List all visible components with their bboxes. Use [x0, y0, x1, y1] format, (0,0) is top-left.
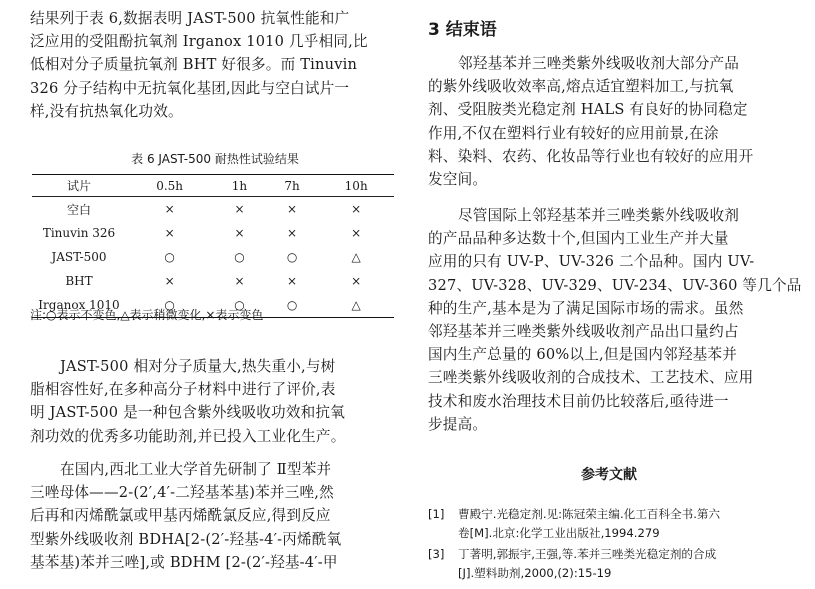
- table-cell: JAST-500: [51, 250, 107, 264]
- table-cell: ×: [234, 226, 245, 240]
- table-cell: 空白: [66, 202, 91, 217]
- table-cell: Tinuvin 326: [42, 226, 116, 240]
- table-cell: ×: [351, 274, 362, 288]
- table-cell: ○: [213, 293, 266, 318]
- table-cell: ×: [287, 202, 298, 216]
- table-cell: ×: [164, 202, 175, 216]
- text-line: JAST-500 相对分子质量大,热失重小,与树: [60, 358, 336, 375]
- table-cell: △: [351, 250, 361, 264]
- table-cell: ×: [287, 274, 298, 288]
- text-line: 三唑类紫外线吸收剂的合成技术、工艺技术、应用: [428, 369, 754, 387]
- left-paragraph-2: [30, 355, 400, 448]
- text-line: 国内生产总量的 60%以上,但是国内邻羟基苯并: [428, 346, 738, 364]
- text-line: 邻羟基苯并三唑类紫外线吸收剂产品出口量约占: [428, 323, 739, 341]
- reference-number: [1]: [428, 507, 445, 521]
- text-line: 明 JAST-500 是一种包含紫外线吸收功效和抗氧: [30, 404, 346, 422]
- text-line: 的紫外线吸收效率高,熔点适宜塑料加工,与抗氧: [428, 78, 734, 96]
- table-cell: ×: [164, 274, 175, 288]
- table-cell: ○: [266, 293, 319, 318]
- text-line: 基苯基)苯并三唑],或 BDHM [2-(2′-羟基-4′-甲: [30, 553, 338, 571]
- table-cell: ×: [234, 202, 245, 216]
- text-line: 种的生产,基本是为了满足国际市场的需求。虽然: [428, 299, 744, 317]
- text-line: 技术和废水治理技术目前仍比较落后,亟待进一: [428, 392, 729, 410]
- reference-line: 曹殿宁.光稳定剂.见:陈冠荣主编.化工百科全书.第六: [458, 507, 721, 521]
- text-line: 剂功效的优秀多功能助剂,并已投入工业化生产。: [30, 427, 346, 445]
- table-cell: △: [318, 293, 394, 318]
- reference-line: 卷[M].北京:化学工业出版社,1994.279: [458, 526, 660, 540]
- right-paragraph-2: [428, 204, 802, 436]
- table-cell: ×: [164, 226, 175, 240]
- table-header-cell: 1h: [213, 175, 266, 197]
- section-title: 3 结束语: [428, 20, 497, 40]
- text-line: 327、UV-328、UV-329、UV-234、UV-360 等几个品: [428, 276, 802, 294]
- text-line: 发空间。: [428, 171, 488, 189]
- table-cell: ×: [351, 226, 362, 240]
- reference-item: [428, 505, 790, 543]
- table-cell: BHT: [65, 274, 93, 288]
- table-row: [32, 269, 394, 293]
- text-line: 步提高。: [428, 415, 488, 433]
- reference-number: [3]: [428, 547, 445, 561]
- text-line: 326 分子结构中无抗氧化基团,因此与空白试片一: [30, 79, 350, 97]
- reference-line: 丁著明,郭振宇,王强,等.苯并三唑类光稳定剂的合成: [458, 547, 717, 561]
- table-cell: ×: [234, 274, 245, 288]
- table-cell: ○: [234, 250, 245, 264]
- table-caption: 表 6 JAST-500 耐热性试验结果: [131, 152, 299, 166]
- text-line: 低相对分子质量抗氧剂 BHT 好很多。而 Tinuvin: [30, 56, 358, 74]
- text-line: 应用的只有 UV-P、UV-326 二个品种。国内 UV-: [428, 253, 755, 271]
- text-line: 料、染料、农药、化妆品等行业也有较好的应用开: [428, 147, 754, 165]
- table-cell: Irganox 1010: [32, 293, 126, 318]
- text-line: 的产品品种多达数十个,但国内工业生产并大量: [428, 230, 729, 248]
- table-header-cell: 试片: [32, 175, 126, 197]
- table-cell: ○: [286, 250, 298, 264]
- text-line: 剂、受阻胺类光稳定剂 HALS 有良好的协同稳定: [428, 101, 748, 119]
- heat-resistance-table: [32, 174, 394, 318]
- text-line: 尽管国际上邻羟基苯并三唑类紫外线吸收剂: [458, 207, 740, 224]
- text-line: 邻羟基苯并三唑类紫外线吸收剂大部分产品: [458, 55, 740, 72]
- table-cell: ×: [287, 226, 298, 240]
- references-title: 参考文献: [581, 467, 637, 483]
- table-header-cell: 7h: [266, 175, 319, 197]
- table-note: 注:○表示不变色,△表示稍微变化,×表示变色: [30, 308, 264, 322]
- table-header-row: [32, 175, 394, 197]
- left-paragraph-3: [30, 458, 400, 574]
- table-cell: ○: [164, 250, 175, 264]
- right-paragraph-1: [428, 52, 790, 191]
- text-line: 在国内,西北工业大学首先研制了 Ⅱ型苯并: [60, 461, 332, 478]
- table-cell: ×: [351, 202, 362, 216]
- table-cell: ○: [126, 293, 213, 318]
- reference-item: [428, 545, 790, 583]
- references-list: [428, 505, 790, 585]
- table-row: [32, 245, 394, 269]
- table-header-cell: 0.5h: [126, 175, 213, 197]
- table-row: [32, 197, 394, 222]
- text-line: 三唑母体——2-(2′,4′-二羟基苯基)苯并三唑,然: [30, 484, 334, 502]
- text-line: 作用,不仅在塑料行业有较好的应用前景,在涂: [428, 124, 719, 142]
- text-line: 后再和丙烯酰氯或甲基丙烯酰氯反应,得到反应: [30, 507, 331, 525]
- text-line: 脂相容性好,在多种高分子材料中进行了评价,表: [30, 381, 336, 399]
- text-line: 结果列于表 6,数据表明 JAST-500 抗氧性能和广: [30, 10, 350, 27]
- reference-line: [J].塑料助剂,2000,(2):15-19: [458, 566, 612, 580]
- table-header-cell: 10h: [318, 175, 394, 197]
- left-paragraph-1: [30, 7, 400, 123]
- text-line: 样,没有抗热氧化功效。: [30, 102, 183, 120]
- table-row: [32, 221, 394, 245]
- text-line: 型紫外线吸收剂 BDHA[2-(2′-羟基-4′-丙烯酰氧: [30, 530, 342, 548]
- text-line: 泛应用的受阻酚抗氧剂 Irganox 1010 几乎相同,比: [30, 33, 368, 51]
